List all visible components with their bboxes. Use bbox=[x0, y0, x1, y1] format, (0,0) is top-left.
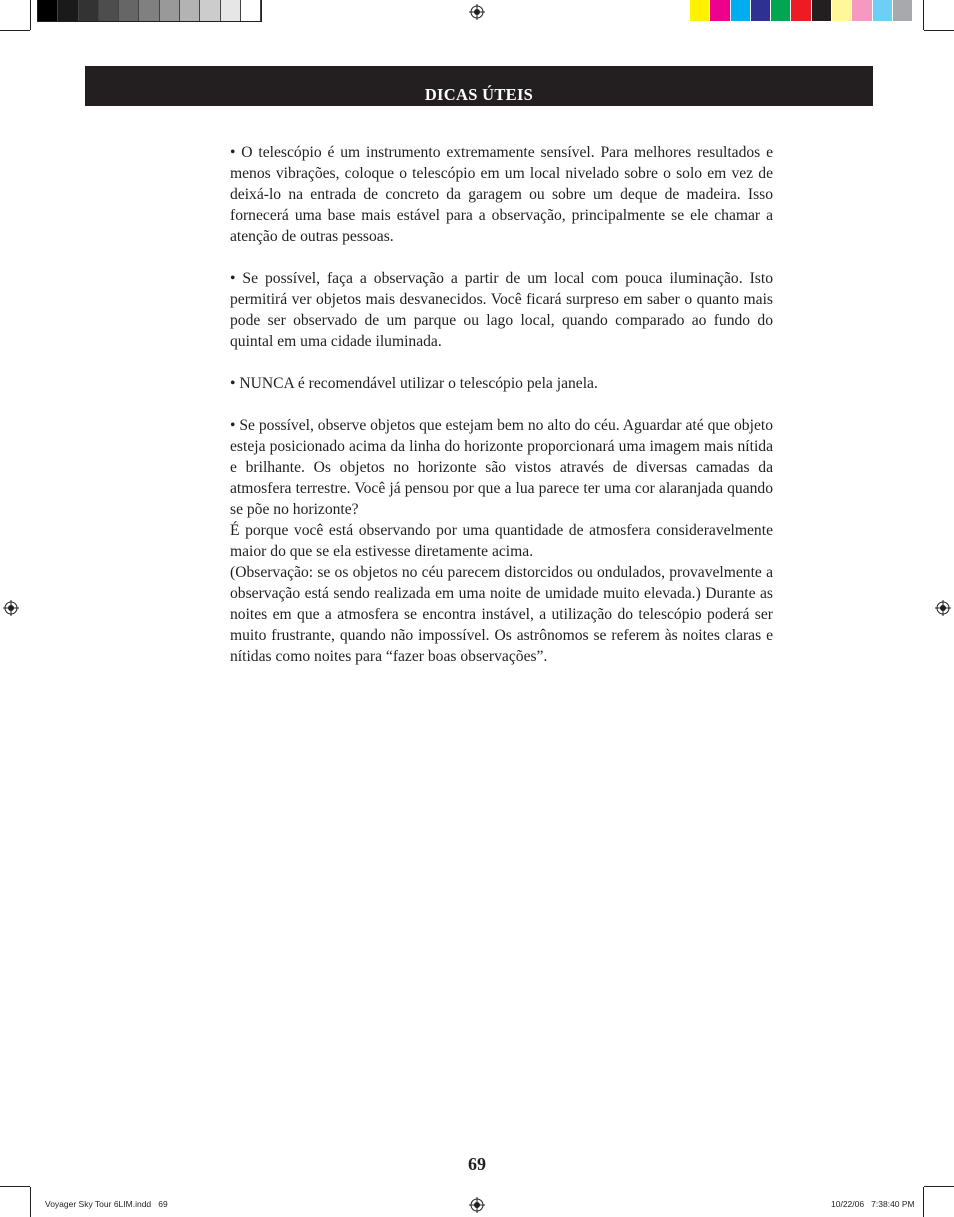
color-swatch bbox=[241, 0, 261, 21]
body-text bbox=[230, 142, 773, 667]
color-swatch bbox=[119, 0, 139, 21]
color-swatch bbox=[710, 0, 730, 21]
tip-paragraph: • Se possível, observe objetos que estejam bem no alto do céu. Aguardar até que objeto esteja posicionado acima da linha do horizonte proporcionará uma imagem mais nítida e brilhante. Os objetos no horizonte são vistos através de diversas camadas da atmosfera terrestre. Você já pensou por que a lua parece ter uma cor alaranjada quando se põe no horizonte? bbox=[230, 417, 773, 518]
tip-paragraph: (Observação: se os objetos no céu parecem distorcidos ou ondulados, provavelmente a observação está sendo realizada em uma noite de umidade muito elevada.) Durante as noites em que a atmosfera se encontra instável, a utilização do telescópio poderá ser muito frustrante, quando não impossível. Os astrônomos se referem às noites claras e nítidas como noites para “fazer boas observações”. bbox=[230, 564, 773, 665]
section-title: DICAS ÚTEIS bbox=[424, 85, 534, 104]
color-swatch bbox=[812, 0, 832, 21]
crop-mark bbox=[924, 1186, 954, 1187]
color-swatch bbox=[751, 0, 771, 21]
color-swatch bbox=[832, 0, 852, 21]
slug-file-info: Voyager Sky Tour 6LIM.indd 69 bbox=[45, 1199, 168, 1209]
tip-paragraph: • Se possível, faça a observação a partir de um local com pouca iluminação. Isto permitirá ver objetos mais desvanecidos. Você ficará surpreso em saber o quanto mais pode ser observado de um parque ou lago local, quando comparado ao fundo do quintal em uma cidade iluminada. bbox=[230, 270, 773, 350]
color-swatch bbox=[160, 0, 180, 21]
tip-paragraph: • O telescópio é um instrumento extremamente sensível. Para melhores resultados e menos vibrações, coloque o telescópio em um local nivelado sobre o solo em vez de deixá-lo na entrada de concreto da garagem ou sobre um deque de madeira. Isso fornecerá uma base mais estável para a observação, principalmente se ele chamar a atenção de outras pessoas. bbox=[230, 144, 773, 245]
color-swatch bbox=[38, 0, 58, 21]
color-swatch bbox=[771, 0, 791, 21]
section-header-band bbox=[85, 66, 873, 106]
crop-mark bbox=[924, 30, 954, 31]
page-number: 69 bbox=[468, 1154, 486, 1174]
color-swatch bbox=[99, 0, 119, 21]
color-swatch bbox=[139, 0, 159, 21]
crop-mark bbox=[0, 1186, 30, 1187]
color-swatch bbox=[791, 0, 811, 21]
color-swatch bbox=[79, 0, 99, 21]
color-swatch bbox=[731, 0, 751, 21]
color-swatch bbox=[221, 0, 241, 21]
registration-target-icon bbox=[3, 600, 19, 616]
color-swatch bbox=[690, 0, 710, 21]
color-swatch bbox=[893, 0, 913, 21]
crop-mark bbox=[30, 1187, 31, 1217]
tip-paragraph: • NUNCA é recomendável utilizar o telescópio pela janela. bbox=[230, 375, 598, 392]
crop-mark bbox=[923, 1187, 924, 1217]
registration-target-icon bbox=[469, 1197, 485, 1213]
grayscale-color-bar bbox=[38, 0, 261, 21]
process-color-bar bbox=[690, 0, 913, 21]
registration-target-icon bbox=[469, 4, 485, 20]
color-swatch bbox=[873, 0, 893, 21]
crop-mark bbox=[0, 30, 30, 31]
color-swatch bbox=[852, 0, 872, 21]
slug-timestamp: 10/22/06 7:38:40 PM bbox=[831, 1199, 915, 1209]
tip-paragraph: É porque você está observando por uma quantidade de atmosfera consideravelmente maior do que se ela estivesse diretamente acima. bbox=[230, 522, 773, 560]
color-swatch bbox=[58, 0, 78, 21]
crop-mark bbox=[923, 0, 924, 30]
registration-target-icon bbox=[935, 600, 951, 616]
color-swatch bbox=[180, 0, 200, 21]
crop-mark bbox=[30, 0, 31, 30]
color-swatch bbox=[200, 0, 220, 21]
